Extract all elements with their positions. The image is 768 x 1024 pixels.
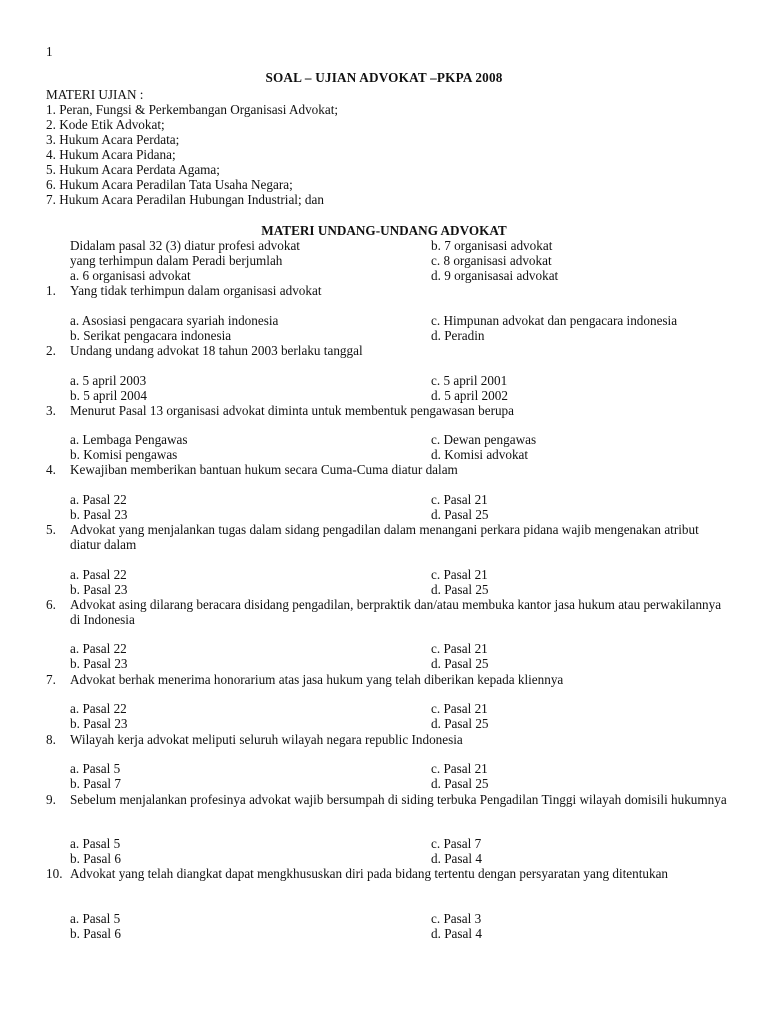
option-b: b. Pasal 6 [70, 851, 121, 866]
materi-heading: MATERI UJIAN : [46, 87, 144, 102]
question-options [70, 432, 750, 462]
question-number: 7. [46, 672, 56, 687]
option-c: c. Himpunan advokat dan pengacara indonesia [431, 313, 678, 328]
option-c: c. 8 organisasi advokat [431, 253, 552, 268]
option-a: a. Pasal 22 [70, 492, 127, 507]
document-title: SOAL – UJIAN ADVOKAT –PKPA 2008 [265, 70, 503, 85]
page-number: 1 [46, 44, 53, 59]
option-a: a. 6 organisasi advokat [70, 268, 191, 283]
question-options [70, 701, 750, 731]
section-title: MATERI UNDANG-UNDANG ADVOKAT [261, 223, 507, 238]
option-d: d. Pasal 4 [431, 926, 482, 941]
option-a: a. Asosiasi pengacara syariah indonesia [70, 313, 279, 328]
option-c: c. Dewan pengawas [431, 432, 537, 447]
question-text: Yang tidak terhimpun dalam organisasi advokat [70, 283, 322, 298]
question-number: 10. [46, 866, 63, 881]
option-a: a. Pasal 5 [70, 911, 121, 926]
option-a: a. Pasal 5 [70, 761, 121, 776]
option-d: d. Pasal 25 [431, 507, 489, 522]
option-d: d. Pasal 4 [431, 851, 482, 866]
materi-item: 5. Hukum Acara Perdata Agama; [46, 162, 220, 177]
option-c: c. Pasal 21 [431, 492, 488, 507]
question-options [70, 911, 750, 941]
option-a: a. Pasal 22 [70, 641, 127, 656]
option-b: b. 7 organisasi advokat [431, 238, 553, 253]
option-d: d. Pasal 25 [431, 656, 489, 671]
materi-item: 1. Peran, Fungsi & Perkembangan Organisasi Advokat; [46, 102, 339, 117]
option-b: b. Pasal 23 [70, 656, 128, 671]
question-text: Kewajiban memberikan bantuan hukum secara Cuma-Cuma diatur dalam [70, 462, 458, 477]
materi-list [46, 102, 338, 207]
option-c: c. Pasal 21 [431, 761, 488, 776]
option-b: b. Pasal 7 [70, 776, 121, 791]
option-b: b. Pasal 23 [70, 716, 128, 731]
option-c: c. Pasal 3 [431, 911, 482, 926]
option-d: d. Komisi advokat [431, 447, 529, 462]
option-d: d. 5 april 2002 [431, 388, 508, 403]
option-b: b. Komisi pengawas [70, 447, 178, 462]
question-text: Advokat berhak menerima honorarium atas jasa hukum yang telah diberikan kepada kliennya [70, 672, 564, 687]
option-a: a. Pasal 22 [70, 567, 127, 582]
option-b: b. Pasal 23 [70, 507, 128, 522]
option-b: b. Pasal 23 [70, 582, 128, 597]
question-text: Undang undang advokat 18 tahun 2003 berlaku tanggal [70, 343, 363, 358]
question-text: Sebelum menjalankan profesinya advokat wajib bersumpah di siding terbuka Pengadilan Tinggi wilayah domisili hukumnya [70, 792, 727, 807]
question-options [70, 836, 750, 866]
question-options [70, 373, 750, 403]
question-options [70, 761, 750, 791]
option-a: a. Pasal 22 [70, 701, 127, 716]
intro-text-line: yang terhimpun dalam Peradi berjumlah [70, 253, 283, 268]
option-a: a. Lembaga Pengawas [70, 432, 188, 447]
materi-item: 7. Hukum Acara Peradilan Hubungan Industrial; dan [46, 192, 324, 207]
option-d: d. Pasal 25 [431, 582, 489, 597]
option-a: a. Pasal 5 [70, 836, 121, 851]
option-c: c. Pasal 7 [431, 836, 482, 851]
option-b: b. 5 april 2004 [70, 388, 147, 403]
materi-item: 2. Kode Etik Advokat; [46, 117, 165, 132]
option-d: d. Pasal 25 [431, 776, 489, 791]
question-options [70, 313, 750, 343]
question-text: Advokat asing dilarang beracara disidang pengadilan, berpraktik dan/atau membuka kantor jasa hukum atau perwakilannya di Indonesia [70, 597, 722, 627]
materi-item: 4. Hukum Acara Pidana; [46, 147, 176, 162]
intro-text-line: Didalam pasal 32 (3) diatur profesi advokat [70, 238, 300, 253]
question-options [70, 641, 750, 671]
option-d: d. 9 organisasai advokat [431, 268, 559, 283]
question-number: 8. [46, 732, 56, 747]
question-options [70, 567, 750, 597]
option-c: c. Pasal 21 [431, 701, 488, 716]
option-b: b. Pasal 6 [70, 926, 121, 941]
question-text: Advokat yang telah diangkat dapat mengkhususkan diri pada bidang tertentu dengan persyaratan yang ditentukan [70, 866, 669, 881]
question-options [70, 492, 750, 522]
option-d: d. Pasal 25 [431, 716, 489, 731]
question-number: 1. [46, 283, 56, 298]
question-number: 3. [46, 403, 56, 418]
materi-item: 3. Hukum Acara Perdata; [46, 132, 180, 147]
option-b: b. Serikat pengacara indonesia [70, 328, 232, 343]
option-c: c. Pasal 21 [431, 641, 488, 656]
option-d: d. Peradin [431, 328, 485, 343]
question-text: Menurut Pasal 13 organisasi advokat diminta untuk membentuk pengawasan berupa [70, 403, 515, 418]
option-a: a. 5 april 2003 [70, 373, 147, 388]
option-c: c. Pasal 21 [431, 567, 488, 582]
option-c: c. 5 april 2001 [431, 373, 508, 388]
materi-item: 6. Hukum Acara Peradilan Tata Usaha Negara; [46, 177, 293, 192]
question-number: 9. [46, 792, 56, 807]
question-number: 6. [46, 597, 56, 612]
question-number: 2. [46, 343, 56, 358]
intro-question [70, 238, 750, 283]
question-text: Wilayah kerja advokat meliputi seluruh wilayah negara republic Indonesia [70, 732, 463, 747]
question-text: Advokat yang menjalankan tugas dalam sidang pengadilan dalam menangani perkara pidana wajib mengenakan atribut diatur dalam [70, 522, 699, 552]
question-number: 4. [46, 462, 56, 477]
question-number: 5. [46, 522, 56, 537]
